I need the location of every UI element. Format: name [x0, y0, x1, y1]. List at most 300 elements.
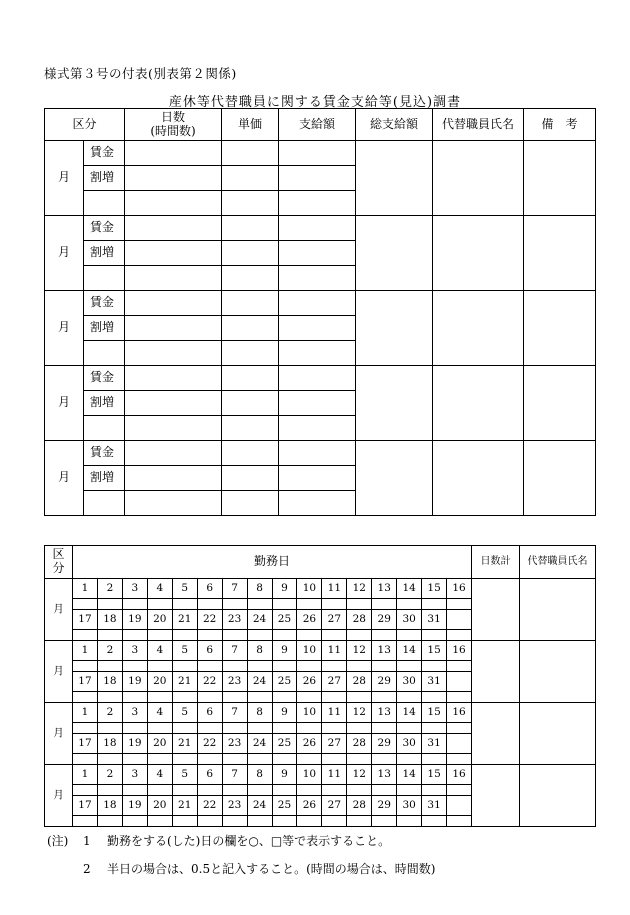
mark-cell[interactable] [347, 661, 372, 672]
remarks-cell[interactable] [524, 291, 596, 366]
mark-cell[interactable] [447, 723, 472, 734]
day-total-cell[interactable] [472, 641, 520, 703]
substitute-name-cell[interactable] [433, 291, 524, 366]
unit-price-cell[interactable] [222, 441, 279, 466]
day-number-cell: 10 [297, 765, 322, 785]
days-cell[interactable] [125, 141, 222, 166]
day-number-cell: 12 [347, 579, 372, 599]
mark-cell[interactable] [297, 754, 322, 765]
day-number-cell: 7 [222, 579, 247, 599]
total-payment-cell[interactable] [356, 216, 433, 291]
mark-cell[interactable] [272, 599, 297, 610]
payment-cell[interactable] [279, 416, 356, 441]
total-payment-cell[interactable] [356, 141, 433, 216]
substitute-name-cell[interactable] [433, 366, 524, 441]
day-number-cell: 15 [422, 703, 447, 723]
day-number-cell: 26 [297, 796, 322, 816]
mark-cell[interactable] [73, 599, 98, 610]
mark-cell[interactable] [347, 630, 372, 641]
payment-cell[interactable] [279, 391, 356, 416]
day-total-cell[interactable] [472, 765, 520, 827]
mark-cell[interactable] [272, 692, 297, 703]
mark-cell[interactable] [73, 661, 98, 672]
payment-cell[interactable] [279, 241, 356, 266]
header-days-line1: 日数 [161, 109, 186, 124]
mark-cell[interactable] [347, 754, 372, 765]
day-number-cell: 14 [397, 765, 422, 785]
days-cell[interactable] [125, 191, 222, 216]
remarks-cell[interactable] [524, 366, 596, 441]
mark-cell[interactable] [122, 692, 147, 703]
day-number-cell: 25 [272, 610, 297, 630]
mark-cell[interactable] [122, 754, 147, 765]
mark-cell[interactable] [222, 754, 247, 765]
mark-cell[interactable] [372, 599, 397, 610]
mark-cell[interactable] [172, 816, 197, 827]
unit-price-cell[interactable] [222, 416, 279, 441]
mark-cell[interactable] [422, 661, 447, 672]
day-number-cell: 26 [297, 610, 322, 630]
days-cell[interactable] [125, 466, 222, 491]
mark-cell[interactable] [422, 692, 447, 703]
mark-cell[interactable] [197, 754, 222, 765]
mark-cell[interactable] [422, 630, 447, 641]
day-number-cell: 27 [322, 672, 347, 692]
day-number-cell: 31 [422, 672, 447, 692]
day-total-cell[interactable] [472, 579, 520, 641]
mark-cell[interactable] [272, 754, 297, 765]
days-cell[interactable] [125, 391, 222, 416]
mark-cell[interactable] [122, 723, 147, 734]
day-number-cell: 8 [247, 765, 272, 785]
mark-cell[interactable] [147, 785, 172, 796]
day-number-cell: 4 [147, 641, 172, 661]
total-payment-cell[interactable] [356, 441, 433, 516]
mark-cell[interactable] [147, 723, 172, 734]
row-label: 賃金 [84, 366, 125, 391]
payment-cell[interactable] [279, 366, 356, 391]
wage-row [45, 291, 596, 316]
mark-cell[interactable] [322, 785, 347, 796]
day-number-cell: 9 [272, 765, 297, 785]
mark-cell[interactable] [297, 599, 322, 610]
mark-cell[interactable] [447, 661, 472, 672]
substitute-name-cell[interactable] [520, 703, 596, 765]
mark-cell[interactable] [222, 630, 247, 641]
mark-cell[interactable] [372, 785, 397, 796]
day-number-cell: 21 [172, 610, 197, 630]
mark-cell[interactable] [172, 661, 197, 672]
row-label [84, 266, 125, 291]
day-number-cell: 4 [147, 579, 172, 599]
mark-cell[interactable] [447, 692, 472, 703]
day-number-cell: 23 [222, 610, 247, 630]
unit-price-cell[interactable] [222, 491, 279, 516]
payment-cell[interactable] [279, 341, 356, 366]
mark-cell[interactable] [447, 816, 472, 827]
day-number-cell: 18 [97, 734, 122, 754]
month-cell: 月 [45, 291, 84, 366]
mark-cell[interactable] [122, 661, 147, 672]
day-number-cell: 4 [147, 765, 172, 785]
mark-cell[interactable] [97, 661, 122, 672]
mark-cell[interactable] [397, 630, 422, 641]
mark-cell[interactable] [347, 599, 372, 610]
day-number-cell: 28 [347, 610, 372, 630]
days-cell[interactable] [125, 416, 222, 441]
mark-cell[interactable] [322, 692, 347, 703]
day-number-cell: 3 [122, 641, 147, 661]
total-payment-cell[interactable] [356, 366, 433, 441]
mark-cell[interactable] [322, 816, 347, 827]
mark-cell[interactable] [272, 630, 297, 641]
mark-cell[interactable] [97, 723, 122, 734]
mark-cell[interactable] [197, 630, 222, 641]
mark-cell[interactable] [197, 599, 222, 610]
remarks-cell[interactable] [524, 141, 596, 216]
day-number-cell: 21 [172, 796, 197, 816]
mark-cell[interactable] [422, 754, 447, 765]
days-cell[interactable] [125, 491, 222, 516]
payment-cell[interactable] [279, 491, 356, 516]
mark-cell[interactable] [222, 599, 247, 610]
mark-cell[interactable] [97, 816, 122, 827]
mark-cell[interactable] [297, 816, 322, 827]
day-number-cell: 28 [347, 672, 372, 692]
day-number-cell: 29 [372, 610, 397, 630]
day-number-cell: 17 [73, 610, 98, 630]
mark-cell[interactable] [247, 754, 272, 765]
mark-cell[interactable] [222, 785, 247, 796]
day-number-cell: 2 [97, 703, 122, 723]
mark-cell[interactable] [322, 723, 347, 734]
mark-cell[interactable] [247, 692, 272, 703]
day-number-cell [447, 672, 472, 692]
day-number-cell: 29 [372, 734, 397, 754]
day-number-cell: 5 [172, 703, 197, 723]
mark-cell[interactable] [73, 816, 98, 827]
day-number-row [45, 579, 596, 599]
substitute-name-cell[interactable] [520, 641, 596, 703]
mark-cell[interactable] [372, 754, 397, 765]
mark-cell[interactable] [397, 785, 422, 796]
substitute-name-cell[interactable] [433, 441, 524, 516]
days-cell[interactable] [125, 316, 222, 341]
day-number-cell: 16 [447, 641, 472, 661]
mark-cell[interactable] [172, 785, 197, 796]
mark-cell[interactable] [297, 692, 322, 703]
day-number-cell: 15 [422, 641, 447, 661]
mark-cell[interactable] [73, 692, 98, 703]
note-2-number: 2 [83, 862, 91, 876]
mark-cell[interactable] [147, 630, 172, 641]
row-label: 賃金 [84, 141, 125, 166]
days-cell[interactable] [125, 216, 222, 241]
mark-cell[interactable] [447, 630, 472, 641]
mark-cell[interactable] [247, 723, 272, 734]
mark-cell[interactable] [73, 785, 98, 796]
day-number-cell: 18 [97, 796, 122, 816]
day-number-cell: 25 [272, 734, 297, 754]
day-number-cell: 22 [197, 610, 222, 630]
day-number-cell: 16 [447, 579, 472, 599]
substitute-name-cell[interactable] [520, 579, 596, 641]
day-number-cell: 29 [372, 672, 397, 692]
mark-cell[interactable] [122, 816, 147, 827]
unit-price-cell[interactable] [222, 191, 279, 216]
mark-cell[interactable] [397, 692, 422, 703]
row-label: 割増 [84, 391, 125, 416]
day-number-cell: 22 [197, 734, 222, 754]
day-number-cell: 9 [272, 641, 297, 661]
mark-cell[interactable] [97, 785, 122, 796]
day-total-cell[interactable] [472, 703, 520, 765]
unit-price-cell[interactable] [222, 216, 279, 241]
unit-price-cell[interactable] [222, 366, 279, 391]
mark-cell[interactable] [397, 754, 422, 765]
mark-cell[interactable] [297, 785, 322, 796]
day-number-cell: 31 [422, 796, 447, 816]
row-label: 割増 [84, 241, 125, 266]
mark-cell[interactable] [247, 785, 272, 796]
mark-cell[interactable] [122, 599, 147, 610]
mark-cell[interactable] [447, 785, 472, 796]
mark-cell[interactable] [97, 599, 122, 610]
mark-cell[interactable] [172, 754, 197, 765]
mark-cell[interactable] [122, 630, 147, 641]
row-label [84, 416, 125, 441]
mark-cell[interactable] [122, 785, 147, 796]
row-label [84, 341, 125, 366]
mark-cell[interactable] [222, 723, 247, 734]
mark-cell[interactable] [347, 723, 372, 734]
header-kubun-line1: 区 [52, 547, 65, 562]
day-number-cell [447, 610, 472, 630]
header-day-total: 日数計 [472, 546, 520, 579]
day-number-cell: 10 [297, 579, 322, 599]
mark-cell[interactable] [397, 661, 422, 672]
unit-price-cell[interactable] [222, 241, 279, 266]
mark-cell[interactable] [322, 661, 347, 672]
mark-cell[interactable] [322, 599, 347, 610]
day-number-cell: 22 [197, 672, 222, 692]
header-kubun: 区分 [45, 109, 125, 141]
unit-price-cell[interactable] [222, 141, 279, 166]
days-cell[interactable] [125, 291, 222, 316]
day-number-cell: 27 [322, 734, 347, 754]
day-number-cell: 1 [73, 703, 98, 723]
day-number-cell: 23 [222, 796, 247, 816]
unit-price-cell[interactable] [222, 266, 279, 291]
mark-cell[interactable] [172, 630, 197, 641]
days-cell[interactable] [125, 441, 222, 466]
day-number-cell: 28 [347, 796, 372, 816]
mark-cell[interactable] [73, 630, 98, 641]
payment-cell[interactable] [279, 466, 356, 491]
payment-cell[interactable] [279, 266, 356, 291]
mark-cell[interactable] [197, 816, 222, 827]
unit-price-cell[interactable] [222, 466, 279, 491]
mark-cell[interactable] [97, 692, 122, 703]
day-number-cell: 19 [122, 796, 147, 816]
mark-cell[interactable] [372, 816, 397, 827]
day-number-cell: 10 [297, 703, 322, 723]
day-number-cell: 4 [147, 703, 172, 723]
mark-cell[interactable] [147, 661, 172, 672]
mark-cell[interactable] [197, 723, 222, 734]
mark-cell[interactable] [197, 785, 222, 796]
mark-cell[interactable] [297, 630, 322, 641]
mark-cell[interactable] [347, 816, 372, 827]
day-number-cell: 9 [272, 579, 297, 599]
header-days [125, 109, 222, 141]
unit-price-cell[interactable] [222, 391, 279, 416]
month-cell: 月 [45, 366, 84, 441]
substitute-name-cell[interactable] [433, 216, 524, 291]
day-number-cell: 13 [372, 765, 397, 785]
row-label [84, 491, 125, 516]
day-number-row [45, 703, 596, 723]
days-cell[interactable] [125, 341, 222, 366]
day-number-cell: 13 [372, 579, 397, 599]
mark-cell[interactable] [372, 630, 397, 641]
header-unit-price: 単価 [222, 109, 279, 141]
day-number-cell: 16 [447, 703, 472, 723]
substitute-name-cell[interactable] [520, 765, 596, 827]
mark-cell[interactable] [422, 599, 447, 610]
mark-cell[interactable] [447, 754, 472, 765]
mark-cell[interactable] [272, 816, 297, 827]
day-number-cell: 8 [247, 641, 272, 661]
day-number-cell: 11 [322, 641, 347, 661]
days-cell[interactable] [125, 366, 222, 391]
payment-cell[interactable] [279, 141, 356, 166]
payment-cell[interactable] [279, 441, 356, 466]
mark-cell[interactable] [447, 599, 472, 610]
mark-cell[interactable] [347, 692, 372, 703]
day-number-cell: 8 [247, 703, 272, 723]
mark-cell[interactable] [397, 816, 422, 827]
day-number-cell: 6 [197, 703, 222, 723]
mark-cell[interactable] [222, 661, 247, 672]
day-number-cell: 6 [197, 765, 222, 785]
row-label: 割増 [84, 466, 125, 491]
mark-cell[interactable] [272, 785, 297, 796]
mark-cell[interactable] [372, 692, 397, 703]
day-number-cell: 5 [172, 641, 197, 661]
mark-cell[interactable] [197, 692, 222, 703]
unit-price-cell[interactable] [222, 341, 279, 366]
mark-cell[interactable] [222, 692, 247, 703]
unit-price-cell[interactable] [222, 166, 279, 191]
mark-cell[interactable] [422, 723, 447, 734]
days-cell[interactable] [125, 266, 222, 291]
unit-price-cell[interactable] [222, 316, 279, 341]
mark-cell[interactable] [172, 723, 197, 734]
day-number-cell: 17 [73, 672, 98, 692]
day-number-cell: 30 [397, 796, 422, 816]
day-number-cell: 11 [322, 579, 347, 599]
mark-cell[interactable] [73, 754, 98, 765]
payment-cell[interactable] [279, 291, 356, 316]
mark-cell[interactable] [172, 692, 197, 703]
payment-cell[interactable] [279, 316, 356, 341]
day-number-cell: 31 [422, 734, 447, 754]
day-number-cell: 20 [147, 734, 172, 754]
mark-cell[interactable] [147, 754, 172, 765]
payment-cell[interactable] [279, 191, 356, 216]
day-number-cell: 23 [222, 672, 247, 692]
day-number-cell: 25 [272, 672, 297, 692]
day-number-cell: 21 [172, 672, 197, 692]
remarks-cell[interactable] [524, 216, 596, 291]
day-number-cell: 10 [297, 641, 322, 661]
month-cell: 月 [45, 579, 73, 641]
day-number-cell: 15 [422, 765, 447, 785]
day-number-cell: 11 [322, 765, 347, 785]
mark-cell[interactable] [322, 754, 347, 765]
payment-cell[interactable] [279, 216, 356, 241]
remarks-cell[interactable] [524, 441, 596, 516]
mark-cell[interactable] [73, 723, 98, 734]
row-label: 賃金 [84, 291, 125, 316]
mark-cell[interactable] [172, 599, 197, 610]
row-label [84, 191, 125, 216]
unit-price-cell[interactable] [222, 291, 279, 316]
mark-cell[interactable] [397, 599, 422, 610]
mark-cell[interactable] [422, 785, 447, 796]
mark-cell[interactable] [297, 723, 322, 734]
mark-cell[interactable] [422, 816, 447, 827]
mark-cell[interactable] [372, 723, 397, 734]
header-payment: 支給額 [279, 109, 356, 141]
wage-row [45, 366, 596, 391]
mark-cell[interactable] [147, 816, 172, 827]
day-number-cell: 1 [73, 641, 98, 661]
mark-cell[interactable] [97, 754, 122, 765]
day-number-cell: 24 [247, 672, 272, 692]
mark-cell[interactable] [197, 661, 222, 672]
mark-cell[interactable] [297, 661, 322, 672]
mark-cell[interactable] [247, 630, 272, 641]
mark-cell[interactable] [322, 630, 347, 641]
mark-cell[interactable] [247, 661, 272, 672]
mark-cell[interactable] [372, 661, 397, 672]
days-cell[interactable] [125, 166, 222, 191]
payment-cell[interactable] [279, 166, 356, 191]
day-number-cell: 24 [247, 734, 272, 754]
day-number-cell: 21 [172, 734, 197, 754]
mark-cell[interactable] [272, 723, 297, 734]
mark-cell[interactable] [222, 816, 247, 827]
mark-cell[interactable] [397, 723, 422, 734]
mark-cell[interactable] [147, 692, 172, 703]
mark-cell[interactable] [347, 785, 372, 796]
mark-cell[interactable] [247, 816, 272, 827]
substitute-name-cell[interactable] [433, 141, 524, 216]
days-cell[interactable] [125, 241, 222, 266]
day-number-cell: 3 [122, 765, 147, 785]
day-number-cell: 27 [322, 610, 347, 630]
day-number-cell: 17 [73, 734, 98, 754]
mark-cell[interactable] [97, 630, 122, 641]
mark-cell[interactable] [147, 599, 172, 610]
total-payment-cell[interactable] [356, 291, 433, 366]
month-cell: 月 [45, 765, 73, 827]
mark-cell[interactable] [247, 599, 272, 610]
header-work-days: 勤務日 [73, 546, 472, 579]
mark-cell[interactable] [272, 661, 297, 672]
